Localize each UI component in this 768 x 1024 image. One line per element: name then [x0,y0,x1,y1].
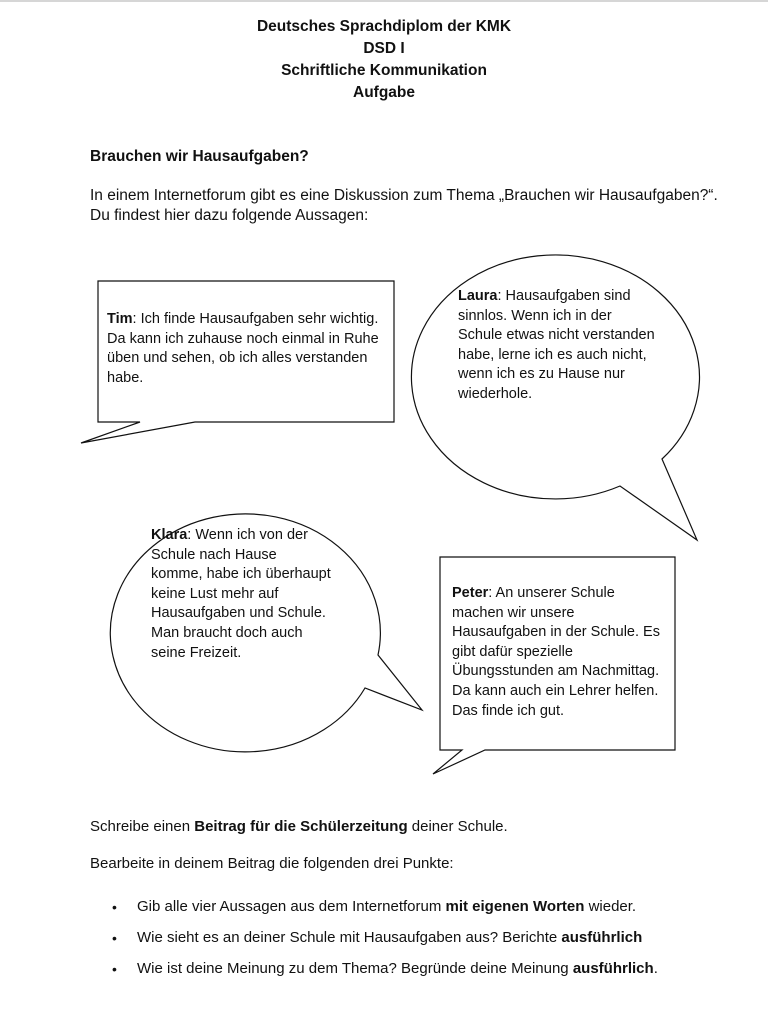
task-bullet-list [112,896,658,989]
bullet-icon: • [112,930,117,946]
task-instruction-post: deiner Schule. [407,818,508,835]
klara-statement-text: : Wenn ich von der Schule nach Hause komme, habe ich überhaupt keine Lust mehr auf Hausaufgaben und Schule. Man braucht doch auch seine Freizeit. [151,527,331,661]
tim-statement [107,310,382,388]
bullet-3-post: . [653,960,658,977]
laura-name: Laura [458,288,498,304]
bullet-1-post: wieder. [584,898,637,915]
bullet-1-pre: Gib alle vier Aussagen aus dem Internetforum [137,898,446,915]
task-points-intro: Bearbeite in deinem Beitrag die folgenden drei Punkte: [90,855,454,872]
laura-statement [458,287,658,405]
tim-statement-text: : Ich finde Hausaufgaben sehr wichtig. Da kann ich zuhause noch einmal in Ruhe üben und sehen, ob ich alles verstanden habe. [107,311,379,386]
peter-name: Peter [452,585,489,601]
task-instruction-bold: Beitrag für die Schülerzeitung [194,818,408,835]
peter-statement-text: : An unserer Schule machen wir unsere Hausaufgaben in der Schule. Es gibt dafür spezielle Übungsstunden am Nachmittag. Da kann auch ein Lehrer helfen. Das finde ich gut. [452,585,660,719]
task-instruction [90,818,508,835]
header-line-3: Schriftliche Kommunikation [281,62,487,79]
klara-statement [151,526,331,663]
task-bullet-2 [112,927,658,958]
task-instruction-pre: Schreibe einen [90,818,195,835]
task-title: Brauchen wir Hausaufgaben? [90,148,309,165]
tim-name: Tim [107,311,133,327]
intro-paragraph: In einem Internetforum gibt es eine Diskussion zum Thema „Brauchen wir Hausaufgaben?“. Du findest hier dazu folgende Aussagen: [90,187,718,224]
task-bullet-1 [112,896,658,927]
bullet-3-bold: ausführlich [572,960,654,977]
task-bullet-3 [112,958,658,989]
laura-statement-text: : Hausaufgaben sind sinnlos. Wenn ich in der Schule etwas nicht verstanden habe, lerne ich es auch nicht, wenn ich es zu Hause nur wiederhole. [458,288,655,402]
bullet-2-pre: Wie sieht es an deiner Schule mit Hausaufgaben aus? Berichte [137,929,562,946]
bullet-icon: • [112,961,117,977]
header-line-4: Aufgabe [353,84,415,101]
bullet-3-pre: Wie ist deine Meinung zu dem Thema? Begründe deine Meinung [137,960,573,977]
bullet-icon: • [112,899,117,915]
header-line-1: Deutsches Sprachdiplom der KMK [256,18,512,35]
klara-name: Klara [151,527,188,543]
bullet-1-bold: mit eigenen Worten [445,898,585,915]
header-line-2: DSD I [363,40,405,57]
peter-statement [452,584,667,721]
bullet-2-bold: ausführlich [561,929,643,946]
